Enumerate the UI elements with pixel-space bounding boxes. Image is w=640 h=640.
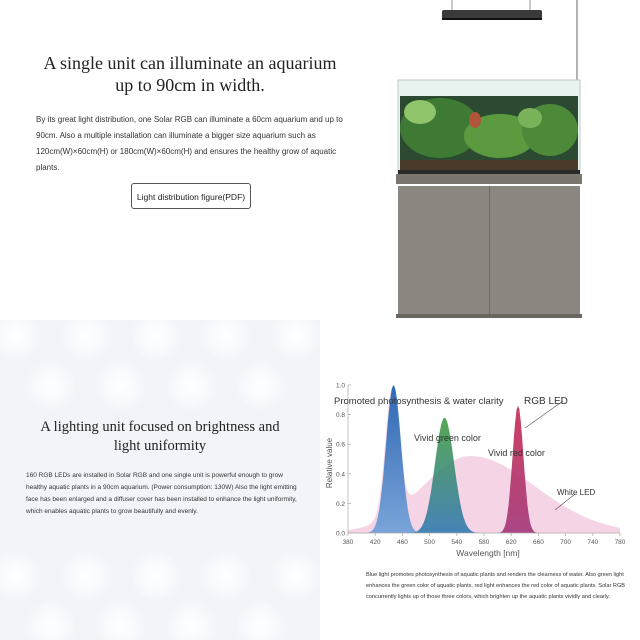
brightness-section [0, 320, 320, 640]
x-tick-label: 660 [532, 539, 544, 546]
chart-series [348, 386, 620, 533]
led-glow [95, 360, 147, 412]
x-tick-label: 620 [505, 539, 517, 546]
led-glow [130, 320, 182, 362]
cabinet [396, 174, 582, 184]
led-glow [95, 600, 147, 640]
x-tick-label: 580 [478, 539, 490, 546]
annotation-green: Vivid green color [414, 433, 481, 443]
led-glow [200, 320, 252, 362]
y-tick-label: 1.0 [335, 382, 345, 390]
led-glow [60, 320, 112, 362]
led-glow [270, 550, 320, 602]
chart-caption: Blue light promotes photosynthesis of aquatic plants and renders the clearness of water. Also green light enhances the green color of aquatic plants, red light enhances the red color of aquatic plants. Solar RGB concurrently lights up of those three colors, which brighten up the aquatic plants vividly and clearly. [366, 572, 626, 600]
led-glow [165, 360, 217, 412]
cabinet-door-left [398, 186, 489, 314]
led-glow [25, 600, 77, 640]
section-title-line2: light uniformity [113, 438, 207, 454]
x-tick-label: 380 [342, 539, 354, 546]
spectrum-section [320, 320, 640, 640]
x-tick-label: 420 [369, 539, 381, 546]
annotation-photosynthesis: Promoted photosynthesis & water clarity [334, 396, 504, 407]
section-body: 160 RGB LEDs are installed in Solar RGB and one single unit is powerful enough to grow healthy aquatic plants in a 90cm aquarium. (Power consumption: 130W) Also the light emitting face has been enlarged and a diffuser cover has been installed to enhance the light uniformity, which enables aquatic plants to grow beautifully and evenly. [26, 472, 297, 515]
x-tick-label: 500 [424, 539, 436, 546]
led-glow [0, 550, 42, 602]
aquarium-image [380, 0, 640, 320]
plants-highlight [404, 100, 436, 124]
y-tick-label: 0.4 [335, 471, 345, 479]
led-glow [270, 320, 320, 362]
led-glow [165, 600, 217, 640]
x-tick-label: 740 [587, 539, 599, 546]
spectrum-chart [320, 320, 640, 570]
x-tick-label: 780 [614, 539, 626, 546]
led-glow [25, 360, 77, 412]
plants-highlight [518, 108, 542, 128]
tank-substrate [400, 160, 578, 170]
y-tick-label: 0.0 [335, 530, 345, 538]
x-axis-label: Wavelength [nm] [456, 548, 520, 558]
y-axis-label: Relative value [325, 437, 334, 489]
led-glow [200, 550, 252, 602]
x-tick-label: 700 [560, 539, 572, 546]
x-tick-label: 460 [396, 539, 408, 546]
led-glow [60, 550, 112, 602]
section-title [30, 52, 350, 96]
led-glow [235, 360, 287, 412]
annotation-rgb-led: RGB LED [524, 396, 568, 407]
y-tick-label: 0.2 [335, 500, 345, 508]
cabinet-door-right [490, 186, 580, 314]
y-tick-label: 0.6 [335, 441, 345, 449]
tank-rim [398, 170, 580, 174]
light-fixture-edge [442, 18, 542, 20]
x-tick-label: 540 [451, 539, 463, 546]
section-title-line1: A single unit can illuminate an aquarium [43, 53, 337, 73]
section-body: By its great light distribution, one Solar RGB can illuminate a 60cm aquarium and up to 90cm. Also a multiple installation can illuminate a bigger size aquarium such as 120cm(W)×60cm(H) or 180cm(W)×60cm(H) and ensures the healthy grow of aquatic plants. [36, 115, 343, 172]
section-title [20, 418, 300, 456]
section-title-line2: up to 90cm in width. [115, 75, 265, 95]
annotation-white: White LED [557, 488, 596, 497]
led-glow [0, 320, 42, 362]
light-fixture [442, 10, 542, 19]
led-glow [130, 550, 182, 602]
annotation-red: Vivid red color [488, 448, 545, 458]
light-distribution-pdf-button[interactable]: Light distribution figure(PDF) [131, 183, 251, 209]
led-glow [235, 600, 287, 640]
section-title-line1: A lighting unit focused on brightness and [40, 419, 280, 435]
cabinet-base [396, 314, 582, 318]
y-tick-label: 0.8 [335, 412, 345, 420]
plants-red [469, 112, 481, 128]
